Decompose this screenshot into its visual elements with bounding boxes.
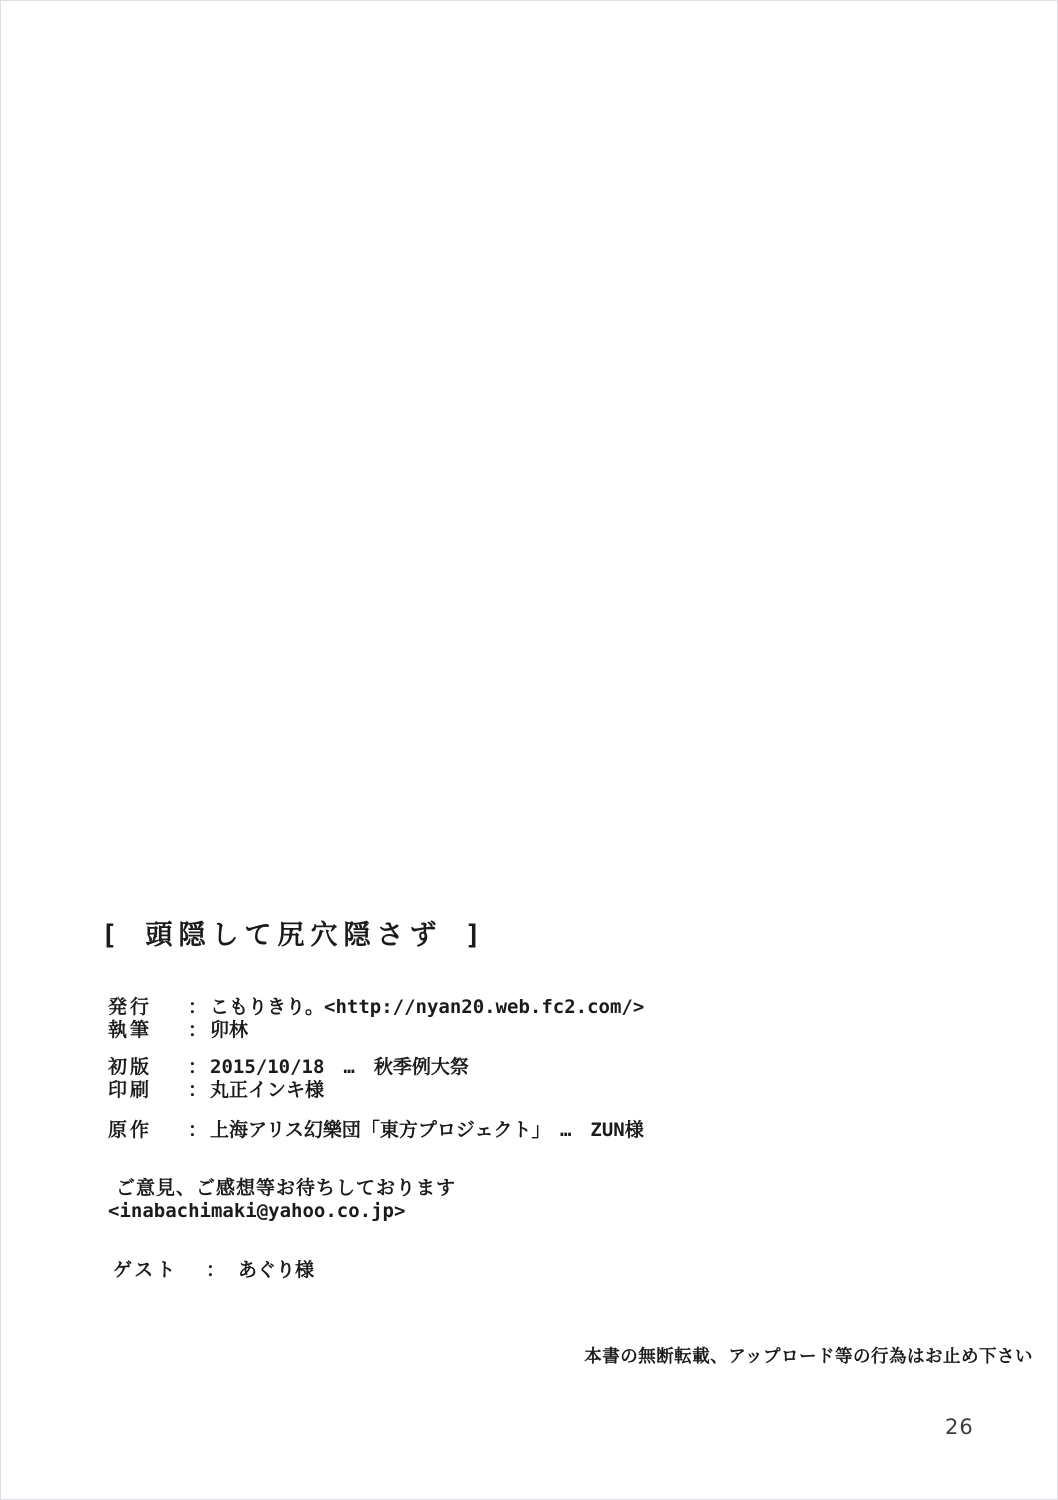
- original-work-group: [108, 1119, 644, 1142]
- publisher-label: 発行: [108, 996, 153, 1018]
- printing-label: 印刷: [108, 1079, 153, 1101]
- original-work-value: 上海アリス幻樂団「東方プロジェクト」 … ZUN様: [210, 1119, 644, 1141]
- author-label: 執筆: [108, 1019, 153, 1041]
- first-edition-label: 初版: [108, 1056, 153, 1078]
- publish-info-group: [108, 996, 644, 1042]
- publisher-value: こもりきり。<http://nyan20.web.fc2.com/>: [210, 996, 645, 1018]
- feedback-note: [108, 1177, 456, 1223]
- original-work-label: 原作: [108, 1119, 153, 1141]
- copyright-notice: 本書の無断転載、アップロード等の行為はお止め下さい: [584, 1347, 1033, 1367]
- author-value: 卯林: [210, 1019, 249, 1041]
- guest-group: [113, 1259, 314, 1282]
- page-number: 26: [945, 1415, 974, 1439]
- original-work-row: [108, 1119, 644, 1142]
- guest-value: あぐり様: [238, 1259, 315, 1281]
- colon-separator: ：: [188, 1079, 208, 1101]
- page-title: [ 頭隠して尻穴隠さず ]: [101, 920, 488, 951]
- colon-separator: ：: [188, 996, 208, 1018]
- printing-row: [108, 1079, 469, 1102]
- first-edition-row: [108, 1056, 469, 1079]
- colon-separator: ：: [188, 1056, 208, 1078]
- first-edition-value: 2015/10/18 … 秋季例大祭: [210, 1056, 469, 1078]
- guest-row: [113, 1259, 314, 1282]
- colon-separator: ：: [188, 1019, 208, 1041]
- feedback-message: ご意見、ご感想等お待ちしております: [116, 1177, 457, 1199]
- publisher-row: [108, 996, 644, 1019]
- edition-info-group: [108, 1056, 469, 1102]
- colon-separator: ：: [206, 1259, 226, 1281]
- contact-email: <inabachimaki@yahoo.co.jp>: [108, 1200, 406, 1222]
- printing-value: 丸正インキ様: [210, 1079, 325, 1101]
- author-row: [108, 1019, 644, 1042]
- guest-label: ゲスト: [113, 1259, 179, 1281]
- colon-separator: ：: [188, 1119, 208, 1141]
